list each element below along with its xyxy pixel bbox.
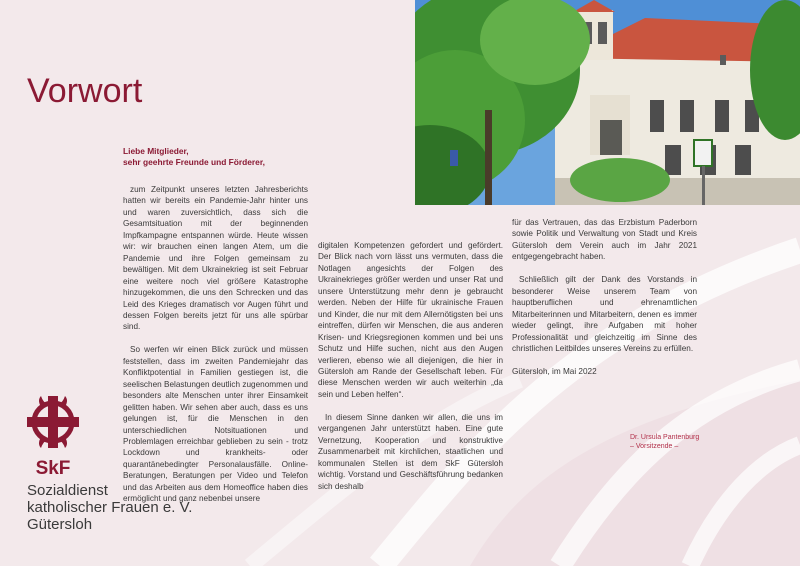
signature-name: Dr. Ursula Pantenburg (630, 434, 700, 441)
paragraph: zum Zeitpunkt unseres letzten Jahresberichts hatten wir bereits ein Pandemie-Jahr hinter uns und waren zuversichtlich, dass sich die Gesamtsituation mit der beginnenden Impfkampagne entspannen würde. Heute wissen wir: wir brauchen einen langen Atem, um die Pandemie und ihre Folgen gemeinsam zu bewältigen. Mit dem Ukrainekrieg ist seit Februar eine weitere noch viel größere Katastrophe hinzugekommen, die uns den Schrecken und das Leid des Krieges dramatisch vor Augen führt und dessen Folgen bereits jetzt für uns alle spürbar sind. (123, 185, 308, 332)
text-column-3 (512, 217, 697, 389)
signature-role: – Vorsitzende – (630, 443, 679, 450)
logo-abbr: SkF (35, 458, 71, 479)
caritas-flame-cross-icon (27, 394, 87, 484)
paragraph: digitalen Kompetenzen gefordert und gefördert. Der Blick nach vorn lässt uns vermuten, dass die Notlagen angesichts der Folgen des Ukrainekrieges größer werden und unser Rat und unsere Unterstützung mehr denn je gebraucht werden. Neben der Hilfe für ukrainische Frauen und Kinder, die nur mit dem Allernötigsten bei uns eintreffen, dürfen wir Menschen, die aus anderen Krisen- und Kriegsregionen kommen und bei uns Schutz und Hilfe suchen, nicht aus den Augen verlieren, ebenso wie all diejenigen, die hier in Gütersloh am Rande der Gesellschaft leben. Für diese Menschen werden wir auch weiterhin „da sein und Leben helfen“. (318, 241, 503, 399)
org-line: Gütersloh (27, 516, 93, 533)
header-photo (415, 0, 800, 205)
paragraph: Schließlich gilt der Dank des Vorstands in besonderer Weise unserem Team von hauptberuflichen und ehrenamtlichen Mitarbeiterinnen und Mitarbeitern, denen es immer wieder gelingt, ihre Aufgaben mit hoher Professionalität und gleichzeitig im Sinne des christlichen Leitbildes unseres Vereins zu erfüllen. (512, 275, 697, 353)
salutation-line: Liebe Mitglieder, (123, 146, 189, 156)
text-column-2 (318, 240, 503, 503)
skf-logo (27, 394, 87, 489)
place-date: Gütersloh, im Mai 2022 (512, 366, 597, 376)
org-line: katholischer Frauen e. V. (27, 499, 193, 516)
signature (630, 433, 699, 451)
paragraph: So werfen wir einen Blick zurück und müssen feststellen, dass im zweiten Pandemiejahr das Konfliktpotential in Familien gestiegen ist, die seelischen Belastungen deutlich zugenommen und besonders alte Menschen unter ihrer Einsamkeit gelitten haben. Wir sehen aber auch, dass es uns gelungen ist, für die Menschen in den unterschiedlichen Notsituationen und Problemlagen erreichbar geblieben zu sein - trotz Lockdown und krankheits- oder quarantänebedingter Personalausfälle. Online-Beratungen, Beratungen per Video und Telefon und das Arbeiten aus dem Homeoffice haben dies ermöglicht und ganz nebenbei unsere (123, 345, 308, 504)
paragraph: für das Vertrauen, das das Erzbistum Paderborn sowie Politik und Verwaltung von Stadt und Kreis Gütersloh dem Verein auch im Jahr 2021 entgegengebracht haben. (512, 218, 697, 262)
org-line: Sozialdienst (27, 482, 108, 499)
organization-name (27, 482, 192, 533)
salutation (123, 146, 323, 168)
page-title: Vorwort (27, 72, 143, 110)
paragraph: In diesem Sinne danken wir allen, die uns im vergangenen Jahr unterstützt haben. Eine gute Vernetzung, Kooperation und konstruktive Zusammenarbeit mit kirchlichen, staatlichen und kommunalen Stellen ist dem SkF Gütersloh wichtig. Vorstand und Geschäftsführung bedanken sich deshalb (318, 412, 503, 491)
text-column-1 (123, 184, 308, 516)
salutation-line: sehr geehrte Freunde und Förderer, (123, 157, 265, 167)
